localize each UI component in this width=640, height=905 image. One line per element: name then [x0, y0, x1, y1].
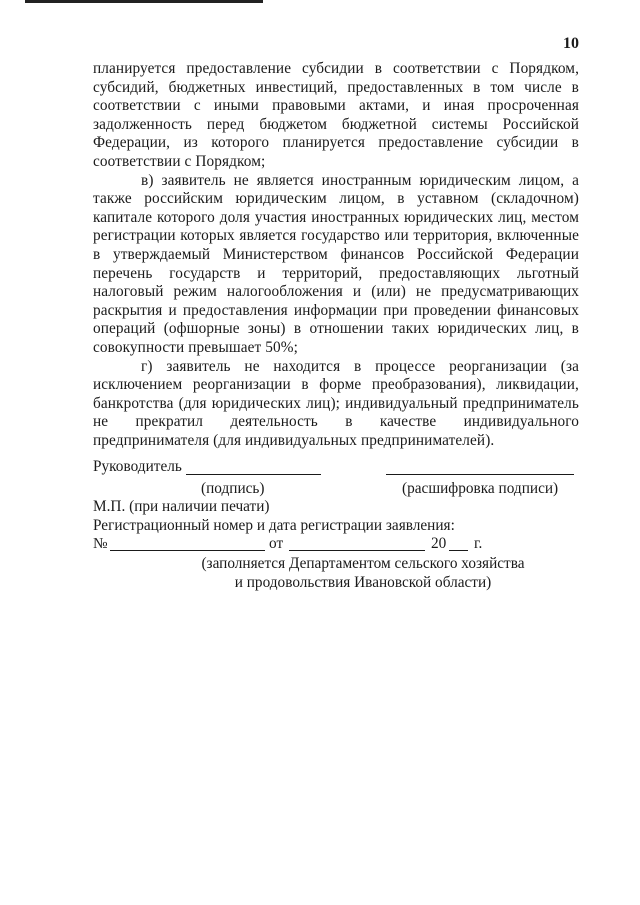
year-field[interactable] [449, 550, 468, 551]
signature-decode-caption: (расшифровка подписи) [402, 480, 559, 497]
signature-decode-field[interactable] [386, 474, 574, 475]
note-line-2: и продовольствия Ивановской области) [234, 573, 492, 591]
note-line-1: (заполняется Департаментом сельского хозяйства [201, 555, 525, 573]
signature-caption: (подпись) [201, 480, 265, 497]
paragraph-item-v: в) заявитель не является иностранным юридическим лицом, а также российским юридическим лицом, в уставном (складочном) капитале которого доля участия иностранных юридических лиц, местом регистрации которых является государство или территория, включенные в утверждаемый Министерством финансов Российской Федерации перечень государств и территорий, предоставляющих льготный налоговый режим налогообложения и (или) не предусматривающих раскрытия и предоставления информации при проведении финансовых операций (офшорные зоны) в отношении таких юридических лиц, в совокупности превышает 50%; [93, 171, 579, 356]
head-label: Руководитель [93, 458, 182, 475]
registration-date-field[interactable] [289, 550, 425, 551]
year-suffix: г. [474, 535, 483, 553]
registration-label: Регистрационный номер и дата регистрации заявления: [93, 516, 455, 534]
year-prefix: 20 [431, 535, 447, 553]
paragraph-continuation: планируется предоставление субсидии в соответствии с Порядком, субсидий, бюджетных инвестиций, предоставленных в том числе в соответствии с иными правовыми актами, и иная просроченная задолженность перед бюджетом бюджетной системы Российской Федерации, из которого планируется предоставление субсидии в соответствии с Порядком; [93, 60, 579, 170]
top-rule [25, 0, 263, 3]
signature-block [93, 458, 583, 592]
number-sign: № [93, 535, 108, 553]
paragraph-item-g: г) заявитель не находится в процессе реорганизации (за исключением реорганизации в форме преобразования), ликвидации, банкротства (для юридических лиц); индивидуальный предприниматель не прекратил деятельность в качестве индивидуального предпринимателя (для индивидуальных предпринимателей). [93, 357, 579, 449]
from-word: от [269, 535, 284, 553]
registration-row [93, 535, 583, 555]
registration-number-field[interactable] [110, 550, 265, 551]
signature-captions-row [93, 478, 583, 498]
signature-field[interactable] [186, 474, 321, 475]
signature-line-row [93, 458, 583, 478]
document-body [93, 60, 579, 450]
department-note [143, 555, 583, 592]
page-number: 10 [563, 35, 579, 52]
stamp-label: М.П. (при наличии печати) [93, 498, 270, 515]
